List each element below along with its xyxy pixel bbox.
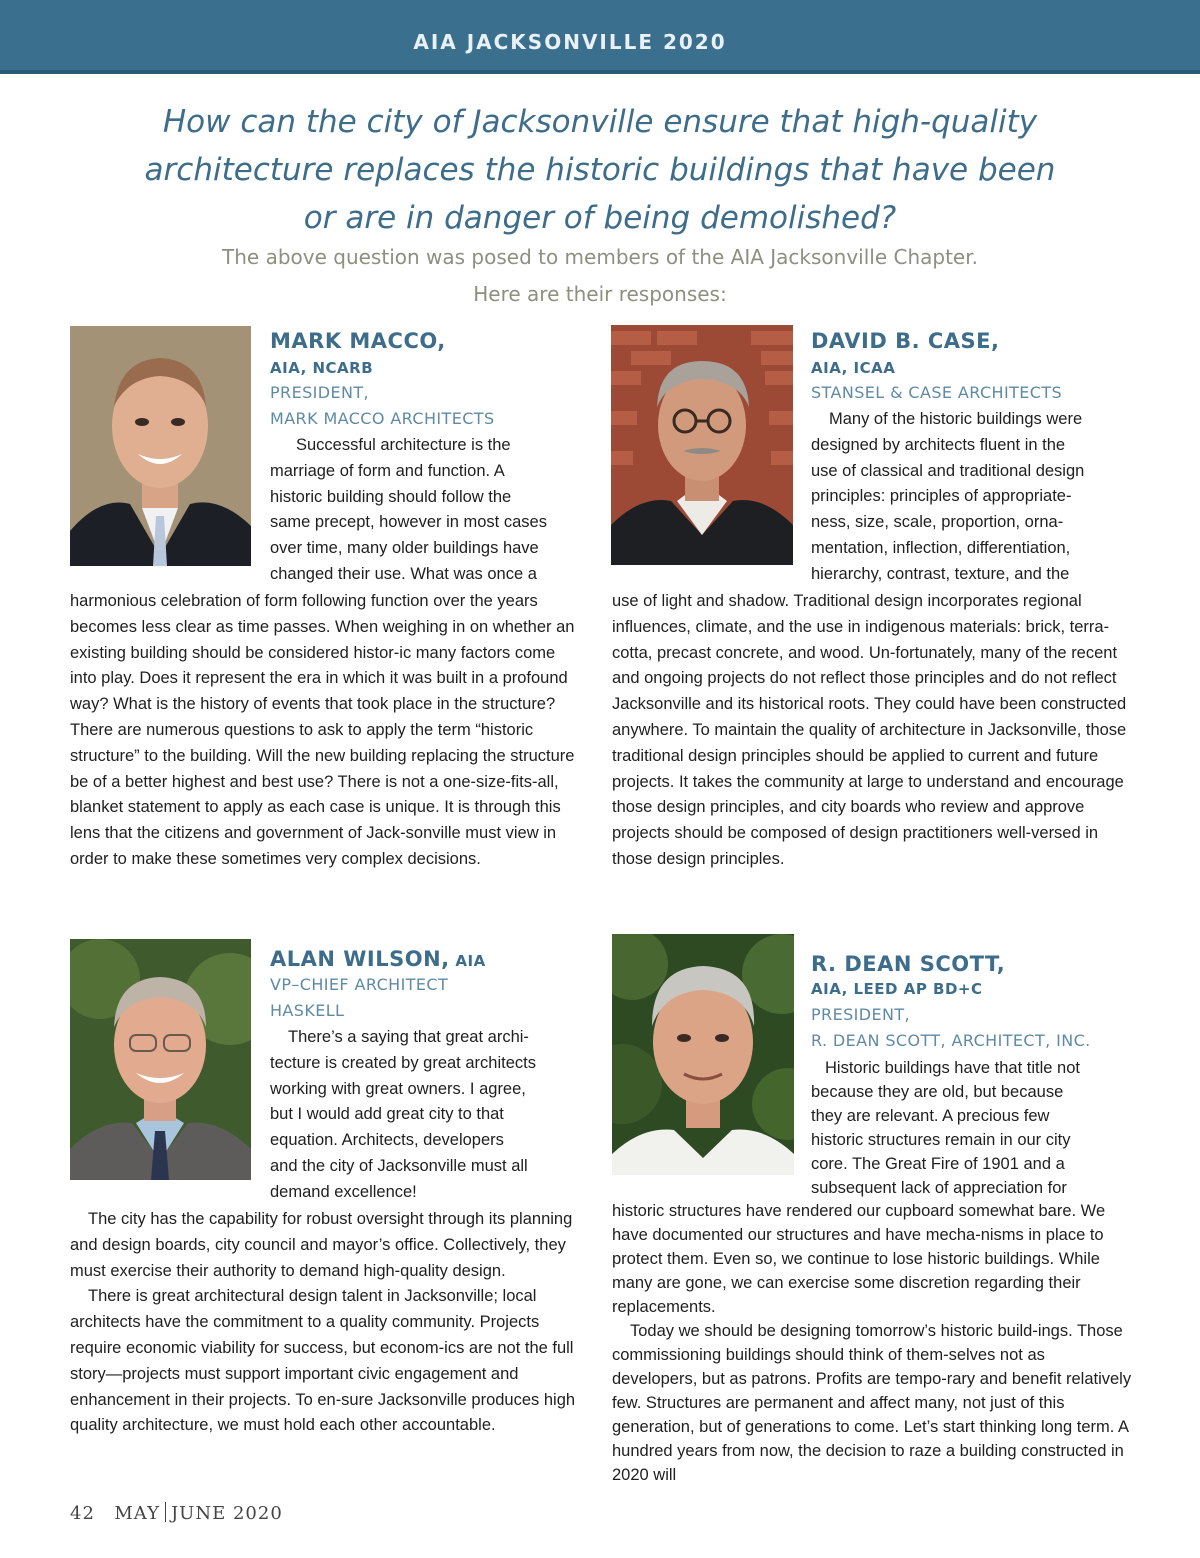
feature-question	[120, 98, 1080, 242]
respondent-name: R. DEAN SCOTT,	[811, 952, 1006, 976]
response-paragraph: Today we should be designing tomorrow’s historic build-ings. Those commissioning buildings should think of them-selves not as developers, but as patrons. Profits are tempo-rary and benefit relatively few. Structures are permanent and affect many, not just of this generation, but of generations to come. Let’s start thinking long term. A hundred years from now, the decision to raze a building constructed in 2020 will	[612, 1322, 1132, 1484]
text-line: and the city of Jacksonville must all	[270, 1156, 528, 1175]
text-line: Successful architecture is the	[296, 436, 511, 454]
response-paragraphs	[612, 1199, 1132, 1487]
respondent-credentials: AIA, LEED AP BD+C	[811, 980, 983, 998]
question-line-1: How can the city of Jacksonville ensure that high-quality	[162, 104, 1038, 140]
question-line-2: architecture replaces the historic buildings that have been	[144, 152, 1056, 188]
response-paragraph: historic structures have rendered our cupboard somewhat bare. We have documented our structures and have mecha-nisms in place to protect them. Even so, we continue to lose historic buildings. While many are gone, we can exercise some discretion regarding their replacements.	[612, 1202, 1106, 1316]
respondent-name-main: ALAN WILSON,	[270, 947, 450, 971]
text-line: mentation, inflection, differentiation,	[811, 538, 1071, 557]
respondent-firm: R. DEAN SCOTT, ARCHITECT, INC.	[811, 1031, 1091, 1050]
text-line: working with great owners. I agree,	[270, 1079, 526, 1098]
text-line: tecture is created by great architects	[270, 1053, 536, 1072]
respondent-firm: HASKELL	[270, 1001, 345, 1020]
response-paragraph: The city has the capability for robust oversight through its planning and design boards, city council and mayor’s office. Collectively, they must exercise their authority to demand high-quality design.	[70, 1210, 573, 1280]
text-line: historic structures remain in our city	[811, 1131, 1071, 1149]
text-line: principles: principles of appropriate-	[811, 487, 1072, 506]
response-text-beside	[811, 407, 1141, 588]
response-paragraph: use of light and shadow. Traditional design incorporates regional influences, climate, and the use in indigenous materials: brick, terra-cotta, precast concrete, and wood. Un-fortunately, many of the recent and ongoing projects do not reflect those principles and do not reflect Jacksonville and its historical roots. They could have been constructed anywhere. To maintain the quality of architecture in Jacksonville, those traditional design principles should be applied to current and future projects. It takes the community at large to understand and encourage those design principles, and city boards who review and approve projects should be composed of design practitioners well-versed in those design principles.	[612, 592, 1127, 868]
text-line: over time, many older buildings have	[270, 539, 539, 558]
text-line: hierarchy, contrast, texture, and the	[811, 564, 1070, 583]
question-line-3: or are in danger of being demolished?	[303, 200, 897, 236]
response-text-beside	[811, 1056, 1141, 1200]
text-line: because they are old, but because	[811, 1083, 1064, 1101]
portrait-photo-david-case	[611, 325, 793, 565]
respondent-name: MARK MACCO,	[270, 329, 446, 353]
text-line: historic building should follow the	[270, 487, 512, 506]
page-footer	[70, 1502, 283, 1524]
text-line: demand excellence!	[270, 1182, 417, 1201]
page-number: 42	[70, 1503, 95, 1524]
header-banner	[0, 0, 1200, 70]
banner-title: AIA JACKSONVILLE 2020	[413, 30, 727, 54]
text-line: Many of the historic buildings were	[829, 410, 1083, 428]
issue-month-2: JUNE 2020	[170, 1503, 283, 1524]
issue-month-1: MAY	[114, 1503, 160, 1524]
respondent-firm: MARK MACCO ARCHITECTS	[270, 409, 495, 428]
text-line: subsequent lack of appreciation for	[811, 1179, 1067, 1197]
respondent-name: DAVID B. CASE,	[811, 329, 1000, 353]
respondent-credentials: AIA, NCARB	[270, 359, 374, 377]
text-line: marriage of form and function. A	[270, 461, 505, 480]
respondent-credentials: AIA, ICAA	[811, 359, 896, 377]
response-paragraph: There is great architectural design talent in Jacksonville; local architects have the commitment to a quality community. Projects require economic viability for success, but econom-ics are not the full story—projects must support important civic engagement and enhancement in their projects. To en-sure Jacksonville produces high quality architecture, we must hold each other accountable.	[70, 1287, 576, 1435]
text-line: but I would add great city to that	[270, 1105, 504, 1124]
respondent-role: PRESIDENT,	[811, 1005, 911, 1024]
text-line: they are relevant. A precious few	[811, 1107, 1050, 1125]
text-line: same precept, however in most cases	[270, 513, 547, 532]
text-line: use of classical and traditional design	[811, 461, 1085, 480]
response-paragraphs	[70, 1207, 590, 1439]
intro-line-2: Here are their responses:	[473, 282, 727, 306]
text-line: Historic buildings have that title not	[825, 1059, 1080, 1077]
respondent-name-suffix: AIA	[449, 952, 486, 970]
response-text-beside	[270, 433, 590, 588]
intro-line-1: The above question was posed to members of the AIA Jacksonville Chapter.	[222, 245, 978, 269]
text-line: There’s a saying that great archi-	[288, 1028, 529, 1046]
footer-divider	[165, 1502, 166, 1522]
portrait-photo-dean-scott	[612, 934, 794, 1175]
text-line: equation. Architects, developers	[270, 1131, 504, 1150]
portrait-photo-mark-macco	[70, 326, 251, 566]
intro-text	[120, 239, 1080, 313]
text-line: ness, size, scale, proportion, orna-	[811, 513, 1064, 532]
text-line: core. The Great Fire of 1901 and a	[811, 1155, 1065, 1173]
portrait-photo-alan-wilson	[70, 939, 251, 1180]
text-line: designed by architects fluent in the	[811, 435, 1066, 454]
respondent-role: VP–CHIEF ARCHITECT	[270, 975, 449, 994]
response-text-beside	[270, 1025, 590, 1206]
respondent-role: PRESIDENT,	[270, 383, 370, 402]
respondent-firm: STANSEL & CASE ARCHITECTS	[811, 383, 1063, 402]
response-paragraph: harmonious celebration of form following function over the years becomes less clear as time passes. When weighing in on whether an existing building should be considered histor-ic many factors come into play. Does it represent the era in which it was built in a profound way? What is the history of events that took place in the structure? There are numerous questions to ask to apply the term “historic structure” to the building. Will the new building replacing the structure be of a better highest and best use? There is not a one-size-fits-all, blanket statement to apply as each case is unique. It is through this lens that the citizens and government of Jack-sonville must view in order to make these sometimes very complex decisions.	[70, 592, 575, 868]
text-line: changed their use. What was once a	[270, 564, 537, 583]
